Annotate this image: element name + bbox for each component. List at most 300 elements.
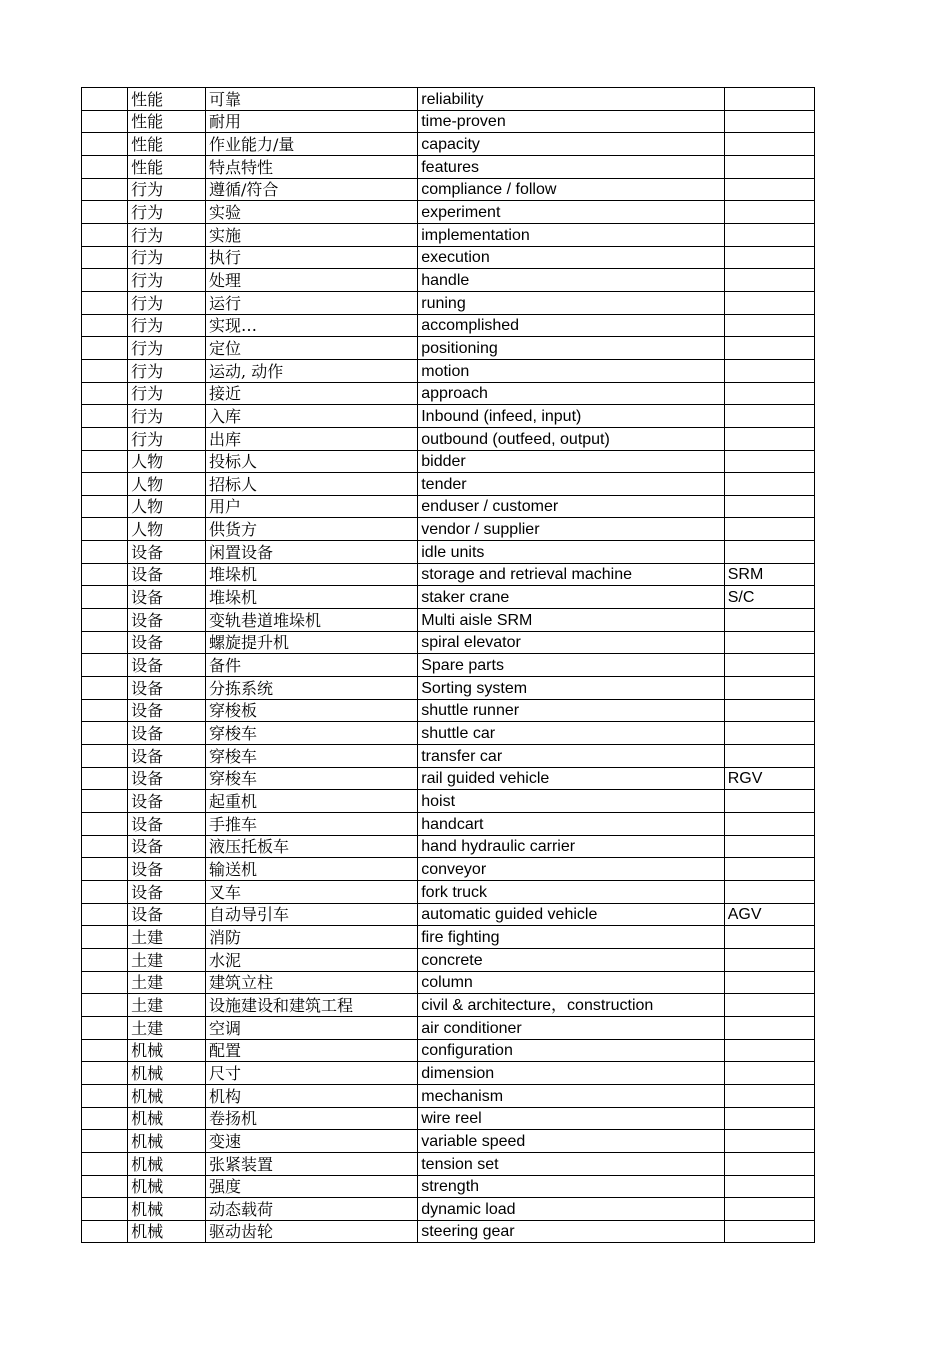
- term-cn-cell: 处理: [206, 269, 418, 292]
- term-en-cell: fork truck: [418, 880, 725, 903]
- category-cell: 设备: [128, 722, 206, 745]
- category-cell: 机械: [128, 1198, 206, 1221]
- term-en-cell: accomplished: [418, 314, 725, 337]
- category-cell: 行为: [128, 359, 206, 382]
- term-en-cell: shuttle car: [418, 722, 725, 745]
- glossary-body: [82, 88, 815, 1243]
- term-en-cell: transfer car: [418, 745, 725, 768]
- table-row: [82, 518, 815, 541]
- table-row: [82, 291, 815, 314]
- category-cell: 行为: [128, 427, 206, 450]
- glossary-table: [81, 87, 815, 1243]
- term-cn-cell: 强度: [206, 1175, 418, 1198]
- table-row: [82, 563, 815, 586]
- index-cell: [82, 767, 128, 790]
- term-cn-cell: 堆垛机: [206, 586, 418, 609]
- abbr-cell: [724, 699, 814, 722]
- term-en-cell: air conditioner: [418, 1016, 725, 1039]
- table-row: [82, 835, 815, 858]
- category-cell: 行为: [128, 314, 206, 337]
- table-row: [82, 495, 815, 518]
- term-cn-cell: 机构: [206, 1084, 418, 1107]
- table-row: [82, 178, 815, 201]
- category-cell: 土建: [128, 1016, 206, 1039]
- table-row: [82, 745, 815, 768]
- term-cn-cell: 变速: [206, 1130, 418, 1153]
- abbr-cell: [724, 1175, 814, 1198]
- term-en-cell: staker crane: [418, 586, 725, 609]
- term-cn-cell: 卷扬机: [206, 1107, 418, 1130]
- abbr-cell: [724, 495, 814, 518]
- table-row: [82, 948, 815, 971]
- index-cell: [82, 926, 128, 949]
- category-cell: 机械: [128, 1062, 206, 1085]
- term-en-cell: handle: [418, 269, 725, 292]
- index-cell: [82, 631, 128, 654]
- index-cell: [82, 609, 128, 632]
- table-row: [82, 813, 815, 836]
- index-cell: [82, 699, 128, 722]
- abbr-cell: [724, 994, 814, 1017]
- term-en-cell: concrete: [418, 948, 725, 971]
- term-en-cell: Spare parts: [418, 654, 725, 677]
- term-cn-cell: 接近: [206, 382, 418, 405]
- category-cell: 性能: [128, 110, 206, 133]
- table-row: [82, 1039, 815, 1062]
- abbr-cell: [724, 155, 814, 178]
- abbr-cell: [724, 1016, 814, 1039]
- category-cell: 性能: [128, 155, 206, 178]
- term-en-cell: handcart: [418, 813, 725, 836]
- term-en-cell: Inbound (infeed, input): [418, 405, 725, 428]
- abbr-cell: [724, 382, 814, 405]
- index-cell: [82, 450, 128, 473]
- term-en-cell: mechanism: [418, 1084, 725, 1107]
- index-cell: [82, 110, 128, 133]
- index-cell: [82, 1130, 128, 1153]
- term-cn-cell: 耐用: [206, 110, 418, 133]
- abbr-cell: [724, 473, 814, 496]
- term-cn-cell: 执行: [206, 246, 418, 269]
- category-cell: 机械: [128, 1152, 206, 1175]
- table-row: [82, 903, 815, 926]
- abbr-cell: [724, 541, 814, 564]
- category-cell: 行为: [128, 269, 206, 292]
- category-cell: 土建: [128, 994, 206, 1017]
- term-cn-cell: 空调: [206, 1016, 418, 1039]
- index-cell: [82, 1107, 128, 1130]
- index-cell: [82, 1175, 128, 1198]
- abbr-cell: [724, 88, 814, 111]
- index-cell: [82, 155, 128, 178]
- table-row: [82, 1175, 815, 1198]
- term-cn-cell: 备件: [206, 654, 418, 677]
- category-cell: 土建: [128, 948, 206, 971]
- abbr-cell: [724, 246, 814, 269]
- abbr-cell: [724, 405, 814, 428]
- category-cell: 行为: [128, 178, 206, 201]
- abbr-cell: [724, 1107, 814, 1130]
- category-cell: 设备: [128, 880, 206, 903]
- index-cell: [82, 903, 128, 926]
- table-row: [82, 1062, 815, 1085]
- category-cell: 设备: [128, 903, 206, 926]
- term-en-cell: compliance / follow: [418, 178, 725, 201]
- term-en-cell: wire reel: [418, 1107, 725, 1130]
- category-cell: 机械: [128, 1175, 206, 1198]
- category-cell: 机械: [128, 1130, 206, 1153]
- table-row: [82, 609, 815, 632]
- abbr-cell: [724, 722, 814, 745]
- term-en-cell: enduser / customer: [418, 495, 725, 518]
- term-en-cell: outbound (outfeed, output): [418, 427, 725, 450]
- abbr-cell: [724, 291, 814, 314]
- index-cell: [82, 178, 128, 201]
- term-cn-cell: 液压托板车: [206, 835, 418, 858]
- category-cell: 行为: [128, 223, 206, 246]
- term-cn-cell: 特点特性: [206, 155, 418, 178]
- table-row: [82, 994, 815, 1017]
- term-cn-cell: 穿梭车: [206, 767, 418, 790]
- term-en-cell: implementation: [418, 223, 725, 246]
- table-row: [82, 1220, 815, 1243]
- index-cell: [82, 1152, 128, 1175]
- term-cn-cell: 实现…: [206, 314, 418, 337]
- index-cell: [82, 880, 128, 903]
- term-cn-cell: 建筑立柱: [206, 971, 418, 994]
- table-row: [82, 269, 815, 292]
- abbr-cell: [724, 1198, 814, 1221]
- term-en-cell: experiment: [418, 201, 725, 224]
- term-cn-cell: 动态载荷: [206, 1198, 418, 1221]
- term-cn-cell: 可靠: [206, 88, 418, 111]
- category-cell: 设备: [128, 541, 206, 564]
- category-cell: 土建: [128, 926, 206, 949]
- index-cell: [82, 563, 128, 586]
- category-cell: 人物: [128, 495, 206, 518]
- index-cell: [82, 722, 128, 745]
- term-en-cell: Sorting system: [418, 677, 725, 700]
- index-cell: [82, 405, 128, 428]
- abbr-cell: [724, 1152, 814, 1175]
- index-cell: [82, 427, 128, 450]
- term-cn-cell: 作业能力/量: [206, 133, 418, 156]
- index-cell: [82, 858, 128, 881]
- term-en-cell: runing: [418, 291, 725, 314]
- abbr-cell: [724, 518, 814, 541]
- category-cell: 设备: [128, 563, 206, 586]
- category-cell: 机械: [128, 1220, 206, 1243]
- term-cn-cell: 入库: [206, 405, 418, 428]
- term-en-cell: time-proven: [418, 110, 725, 133]
- index-cell: [82, 1039, 128, 1062]
- category-cell: 行为: [128, 337, 206, 360]
- category-cell: 设备: [128, 767, 206, 790]
- term-en-cell: idle units: [418, 541, 725, 564]
- term-en-cell: positioning: [418, 337, 725, 360]
- term-cn-cell: 分拣系统: [206, 677, 418, 700]
- term-en-cell: storage and retrieval machine: [418, 563, 725, 586]
- term-cn-cell: 堆垛机: [206, 563, 418, 586]
- term-cn-cell: 消防: [206, 926, 418, 949]
- category-cell: 人物: [128, 473, 206, 496]
- term-en-cell: steering gear: [418, 1220, 725, 1243]
- abbr-cell: [724, 1039, 814, 1062]
- table-row: [82, 314, 815, 337]
- abbr-cell: [724, 201, 814, 224]
- index-cell: [82, 745, 128, 768]
- abbr-cell: RGV: [724, 767, 814, 790]
- term-en-cell: variable speed: [418, 1130, 725, 1153]
- table-row: [82, 427, 815, 450]
- term-cn-cell: 驱动齿轮: [206, 1220, 418, 1243]
- term-en-cell: execution: [418, 246, 725, 269]
- abbr-cell: [724, 223, 814, 246]
- term-cn-cell: 穿梭车: [206, 722, 418, 745]
- index-cell: [82, 88, 128, 111]
- abbr-cell: [724, 654, 814, 677]
- index-cell: [82, 971, 128, 994]
- term-cn-cell: 手推车: [206, 813, 418, 836]
- term-en-cell: tension set: [418, 1152, 725, 1175]
- abbr-cell: [724, 813, 814, 836]
- category-cell: 性能: [128, 133, 206, 156]
- index-cell: [82, 1084, 128, 1107]
- abbr-cell: [724, 948, 814, 971]
- term-en-cell: strength: [418, 1175, 725, 1198]
- term-cn-cell: 招标人: [206, 473, 418, 496]
- term-en-cell: dimension: [418, 1062, 725, 1085]
- abbr-cell: [724, 677, 814, 700]
- index-cell: [82, 994, 128, 1017]
- term-en-cell: column: [418, 971, 725, 994]
- table-row: [82, 631, 815, 654]
- term-cn-cell: 实验: [206, 201, 418, 224]
- index-cell: [82, 246, 128, 269]
- term-cn-cell: 运行: [206, 291, 418, 314]
- abbr-cell: AGV: [724, 903, 814, 926]
- table-row: [82, 1152, 815, 1175]
- table-row: [82, 246, 815, 269]
- category-cell: 机械: [128, 1039, 206, 1062]
- term-cn-cell: 配置: [206, 1039, 418, 1062]
- table-row: [82, 1198, 815, 1221]
- index-cell: [82, 813, 128, 836]
- table-row: [82, 790, 815, 813]
- index-cell: [82, 473, 128, 496]
- abbr-cell: [724, 337, 814, 360]
- term-en-cell: spiral elevator: [418, 631, 725, 654]
- category-cell: 行为: [128, 246, 206, 269]
- index-cell: [82, 586, 128, 609]
- abbr-cell: [724, 858, 814, 881]
- index-cell: [82, 269, 128, 292]
- term-cn-cell: 投标人: [206, 450, 418, 473]
- table-row: [82, 586, 815, 609]
- abbr-cell: SRM: [724, 563, 814, 586]
- category-cell: 设备: [128, 654, 206, 677]
- term-en-cell: motion: [418, 359, 725, 382]
- table-row: [82, 1084, 815, 1107]
- term-en-cell: approach: [418, 382, 725, 405]
- abbr-cell: [724, 427, 814, 450]
- term-cn-cell: 遵循/符合: [206, 178, 418, 201]
- index-cell: [82, 337, 128, 360]
- table-row: [82, 1107, 815, 1130]
- term-cn-cell: 螺旋提升机: [206, 631, 418, 654]
- term-cn-cell: 穿梭板: [206, 699, 418, 722]
- index-cell: [82, 790, 128, 813]
- index-cell: [82, 314, 128, 337]
- category-cell: 设备: [128, 699, 206, 722]
- category-cell: 设备: [128, 631, 206, 654]
- term-cn-cell: 定位: [206, 337, 418, 360]
- abbr-cell: [724, 269, 814, 292]
- index-cell: [82, 677, 128, 700]
- category-cell: 设备: [128, 813, 206, 836]
- table-row: [82, 110, 815, 133]
- abbr-cell: [724, 1130, 814, 1153]
- term-cn-cell: 穿梭车: [206, 745, 418, 768]
- table-row: [82, 473, 815, 496]
- term-en-cell: hand hydraulic carrier: [418, 835, 725, 858]
- abbr-cell: [724, 133, 814, 156]
- abbr-cell: [724, 880, 814, 903]
- table-row: [82, 1016, 815, 1039]
- term-cn-cell: 供货方: [206, 518, 418, 541]
- table-row: [82, 405, 815, 428]
- table-row: [82, 337, 815, 360]
- abbr-cell: [724, 1084, 814, 1107]
- category-cell: 设备: [128, 858, 206, 881]
- category-cell: 行为: [128, 405, 206, 428]
- table-row: [82, 133, 815, 156]
- term-en-cell: shuttle runner: [418, 699, 725, 722]
- term-cn-cell: 运动, 动作: [206, 359, 418, 382]
- term-en-cell: hoist: [418, 790, 725, 813]
- abbr-cell: [724, 314, 814, 337]
- term-cn-cell: 尺寸: [206, 1062, 418, 1085]
- term-cn-cell: 变轨巷道堆垛机: [206, 609, 418, 632]
- index-cell: [82, 359, 128, 382]
- table-row: [82, 971, 815, 994]
- term-cn-cell: 用户: [206, 495, 418, 518]
- abbr-cell: [724, 1220, 814, 1243]
- table-row: [82, 654, 815, 677]
- category-cell: 机械: [128, 1107, 206, 1130]
- index-cell: [82, 201, 128, 224]
- table-row: [82, 926, 815, 949]
- term-cn-cell: 自动导引车: [206, 903, 418, 926]
- index-cell: [82, 654, 128, 677]
- term-cn-cell: 闲置设备: [206, 541, 418, 564]
- table-row: [82, 201, 815, 224]
- abbr-cell: [724, 631, 814, 654]
- term-en-cell: fire fighting: [418, 926, 725, 949]
- category-cell: 行为: [128, 382, 206, 405]
- table-row: [82, 450, 815, 473]
- term-en-cell: tender: [418, 473, 725, 496]
- index-cell: [82, 541, 128, 564]
- table-row: [82, 677, 815, 700]
- table-row: [82, 880, 815, 903]
- table-row: [82, 382, 815, 405]
- term-en-cell: civil & architecture，construction: [418, 994, 725, 1017]
- term-en-cell: configuration: [418, 1039, 725, 1062]
- table-row: [82, 858, 815, 881]
- index-cell: [82, 1220, 128, 1243]
- term-cn-cell: 设施建设和建筑工程: [206, 994, 418, 1017]
- index-cell: [82, 1016, 128, 1039]
- index-cell: [82, 948, 128, 971]
- table-row: [82, 722, 815, 745]
- category-cell: 机械: [128, 1084, 206, 1107]
- table-row: [82, 359, 815, 382]
- index-cell: [82, 1198, 128, 1221]
- term-en-cell: bidder: [418, 450, 725, 473]
- term-en-cell: features: [418, 155, 725, 178]
- term-cn-cell: 输送机: [206, 858, 418, 881]
- abbr-cell: [724, 178, 814, 201]
- term-en-cell: rail guided vehicle: [418, 767, 725, 790]
- category-cell: 土建: [128, 971, 206, 994]
- index-cell: [82, 382, 128, 405]
- term-en-cell: reliability: [418, 88, 725, 111]
- abbr-cell: [724, 971, 814, 994]
- abbr-cell: S/C: [724, 586, 814, 609]
- abbr-cell: [724, 835, 814, 858]
- category-cell: 人物: [128, 450, 206, 473]
- table-row: [82, 541, 815, 564]
- category-cell: 设备: [128, 790, 206, 813]
- term-en-cell: capacity: [418, 133, 725, 156]
- term-cn-cell: 张紧装置: [206, 1152, 418, 1175]
- abbr-cell: [724, 790, 814, 813]
- abbr-cell: [724, 359, 814, 382]
- index-cell: [82, 291, 128, 314]
- term-en-cell: vendor / supplier: [418, 518, 725, 541]
- category-cell: 设备: [128, 745, 206, 768]
- index-cell: [82, 223, 128, 246]
- index-cell: [82, 495, 128, 518]
- term-cn-cell: 实施: [206, 223, 418, 246]
- term-en-cell: Multi aisle SRM: [418, 609, 725, 632]
- term-en-cell: dynamic load: [418, 1198, 725, 1221]
- term-cn-cell: 起重机: [206, 790, 418, 813]
- abbr-cell: [724, 450, 814, 473]
- category-cell: 设备: [128, 609, 206, 632]
- term-cn-cell: 水泥: [206, 948, 418, 971]
- term-en-cell: automatic guided vehicle: [418, 903, 725, 926]
- category-cell: 设备: [128, 586, 206, 609]
- abbr-cell: [724, 926, 814, 949]
- term-cn-cell: 出库: [206, 427, 418, 450]
- index-cell: [82, 835, 128, 858]
- table-row: [82, 155, 815, 178]
- category-cell: 性能: [128, 88, 206, 111]
- category-cell: 设备: [128, 677, 206, 700]
- category-cell: 人物: [128, 518, 206, 541]
- category-cell: 行为: [128, 291, 206, 314]
- abbr-cell: [724, 1062, 814, 1085]
- abbr-cell: [724, 745, 814, 768]
- table-row: [82, 767, 815, 790]
- table-row: [82, 223, 815, 246]
- abbr-cell: [724, 609, 814, 632]
- category-cell: 设备: [128, 835, 206, 858]
- table-row: [82, 88, 815, 111]
- index-cell: [82, 518, 128, 541]
